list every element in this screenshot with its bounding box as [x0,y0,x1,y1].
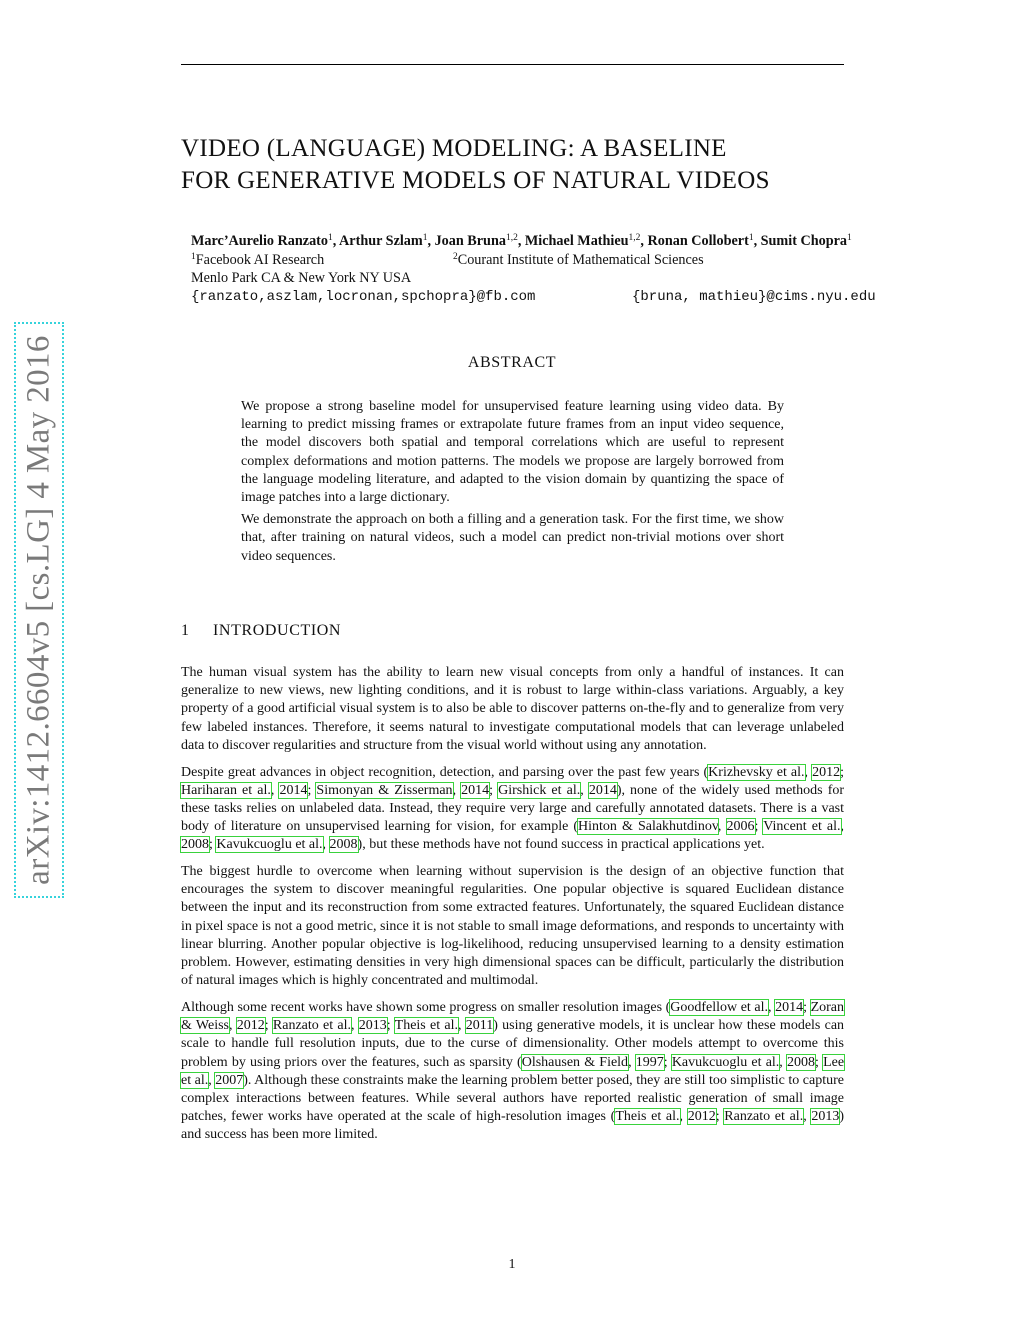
section-number: 1 [181,622,190,639]
citation-link[interactable]: Zoran & Weiss [181,999,844,1034]
citation-link[interactable]: Ranzato et al. [272,1018,351,1034]
author-affiliation-mark: 1,2 [628,233,641,243]
citation-link[interactable]: Lee et al. [181,1054,845,1088]
citation-link[interactable]: Girshick et al. [498,782,581,798]
citation-link[interactable]: 2013 [358,1018,387,1034]
citation-link[interactable]: Goodfellow et al. [670,999,769,1015]
title-line-1: VIDEO (LANGUAGE) MODELING: A BASELINE [181,135,727,162]
citation-link[interactable]: 2012 [812,764,841,780]
author-affiliation-mark: 1 [846,233,852,243]
arxiv-identifier-text: arXiv:1412.6604v5 [cs.LG] 4 May 2016 [20,335,57,885]
citation-link[interactable]: 2014 [775,999,804,1015]
introduction-body [181,664,844,1153]
citation-link[interactable]: 2006 [726,819,755,835]
author-affiliation-mark: 1 [748,233,754,243]
citation-link[interactable]: Hariharan et al. [181,782,271,798]
abstract-paragraph-1: We propose a strong baseline model for unsupervised feature learning using video data. By learning to predict missing frames or extrapolate future frames from an input video sequence, the model discovers both spatial and temporal correlations which are useful to represent complex deformations and motion patterns. The models we propose are largely borrowed from the language modeling literature, and adapted to the vision domain by quantizing the space of image patches into a large dictionary. [241,399,784,506]
title-line-2: FOR GENERATIVE MODELS OF NATURAL VIDEOS [181,167,770,194]
paper-title [181,133,881,197]
section-heading-introduction [181,622,341,640]
citation-link[interactable]: Krizhevsky et al. [708,764,805,780]
author-name: Arthur Szlam [339,233,423,249]
email-fb: {ranzato,aszlam,locronan,spchopra}@fb.com [191,288,536,305]
intro-paragraph-3: The biggest hurdle to overcome when learning without supervision is the design of an objective function that encourages the system to discover meaningful regularities. One popular objective is squared Euclidean distance between the input and its reconstruction from some extracted features. Unfortunately, the squared Euclidean distance in pixel space is not a good metric, since it is not stable to small image deformations, and responds to uncertainty with linear blurring. Another popular objective is log-likelihood, reducing unsupervised learning to a density estimation problem. However, estimating densities in very high dimensional spaces can be difficult, particularly the distribution of natural images which is highly concentrated and multimodal. [181,864,844,989]
arxiv-identifier-banner[interactable] [14,322,64,898]
author-name: Michael Mathieu [524,233,629,249]
citation-link[interactable]: 2014 [461,782,490,798]
citation-link[interactable]: 2008 [329,837,358,853]
citation-link[interactable]: 2014 [279,782,308,798]
citation-link[interactable]: Theis et al. [615,1109,680,1125]
citation-link[interactable]: Kavukcuoglu et al. [671,1054,780,1070]
citation-link[interactable]: Vincent et al. [763,819,841,835]
affiliation-2: $^2$Courant Institute of Mathematical Sciences [453,251,704,268]
author-name: Marc’Aurelio Ranzato [191,233,328,249]
author-name: Ronan Collobert [647,233,749,249]
citation-link[interactable]: 2008 [786,1054,815,1070]
author-emails [191,288,1021,307]
author-name: Joan Bruna [434,233,506,249]
citation-link[interactable]: 2012 [236,1018,265,1034]
author-names: Marc’Aurelio Ranzato$^1$, Arthur Szlam$^1$, Joan Bruna$^{1,2}$, Michael Mathieu$^{1,2}$, Ronan Collobert$^1$, Sumit Chopra$^1$ [191,233,852,249]
author-affiliation-mark: 1,2 [505,233,518,243]
citation-link[interactable]: Ranzato et al. [724,1109,804,1125]
citation-link[interactable]: 1997 [635,1054,664,1070]
abstract-paragraph-2: We demonstrate the approach on both a filling and a generation task. For the first time, we show that, after training on natural videos, such a model can predict non-trivial motions over short video sequences. [241,512,784,564]
citation-link[interactable]: 2013 [811,1109,840,1125]
citation-link[interactable]: Simonyan & Zisserman [316,782,453,798]
citation-link[interactable]: 2008 [181,837,209,853]
author-block [191,232,1021,306]
author-location: Menlo Park CA & New York NY USA [191,270,412,286]
citation-link[interactable]: 2007 [215,1072,244,1088]
intro-paragraph-1: The human visual system has the ability to learn new visual concepts from only a handful of instances. It can generalize to new views, new lighting conditions, and it is robust to large within-class variations. Arguably, a key property of a good artificial visual system is to also be able to discover patterns on-the-fly and to generalize from very few labeled instances. Therefore, it seems natural to investigate computational models that can leverage unlabeled data to discover regularities and structure from the visual world without using any annotation. [181,665,844,753]
citation-link[interactable]: 2011 [465,1018,494,1034]
intro-paragraph-2: Despite great advances in object recognition, detection, and parsing over the past few years (Krizhevsky et al., 2012; Hariharan et al., 2014; Simonyan & Zisserman, 2014; Girshick et al., 2014), none of the widely used methods for these tasks relies on unlabeled data. Instead, they require very large and carefully annotated datasets. There is a vast body of literature on unsupervised learning for vision, for example (Hinton & Salakhutdinov, 2006; Vincent et al., 2008; Kavukcuoglu et al., 2008), but these methods have not found success in practical applications yet. [181,764,845,853]
affiliations [191,251,1021,270]
page-number: 1 [508,1257,516,1272]
top-rule [181,64,844,65]
email-nyu: {bruna, mathieu}@cims.nyu.edu [632,288,876,305]
citation-link[interactable]: Olshausen & Field [521,1054,629,1070]
intro-paragraph-4: Although some recent works have shown some progress on smaller resolution images (Goodfellow et al., 2014; Zoran & Weiss, 2012; Ranzato et al., 2013; Theis et al., 2011) using generative models, it is unclear how these models can scale to handle full resolution inputs, due to the curse of dimensionality. Other models attempt to overcome this problem by using priors over the features, such as sparsity (Olshausen & Field, 1997; Kavukcuoglu et al., 2008; Lee et al., 2007). Although these constraints make the learning problem better posed, they are still too simplistic to capture complex interactions between features. While several authors have reported realistic generation of small image patches, fewer works have operated at the scale of high-resolution images (Theis et al., 2012; Ranzato et al., 2013) and success has been more limited. [181,999,845,1143]
abstract-body [241,398,784,570]
affiliation-1: $^1$Facebook AI Research [191,251,325,268]
author-affiliation-mark: 1 [422,233,428,243]
citation-link[interactable]: Theis et al. [394,1018,458,1034]
citation-link[interactable]: 2012 [687,1109,716,1125]
abstract-heading: ABSTRACT [467,354,557,371]
citation-link[interactable]: Hinton & Salakhutdinov [578,819,718,835]
citation-link[interactable]: Kavukcuoglu et al. [216,837,323,853]
author-name: Sumit Chopra [760,233,847,249]
author-affiliation-mark: 1 [327,233,333,243]
section-title: INTRODUCTION [213,622,342,639]
citation-link[interactable]: 2014 [588,782,617,798]
